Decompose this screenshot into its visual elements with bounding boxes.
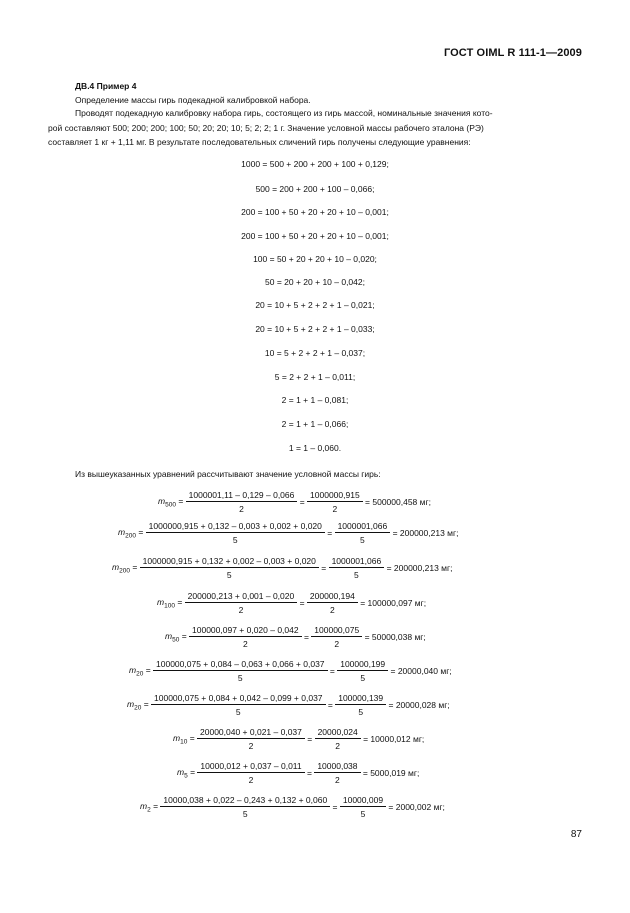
numerator: 20000,040 + 0,021 – 0,037: [197, 727, 305, 739]
denominator: 5: [360, 535, 365, 545]
fraction-simplified: [307, 490, 363, 514]
fraction: [197, 761, 304, 785]
fraction-simplified: [329, 556, 385, 580]
fraction: [197, 727, 305, 751]
denominator: 2: [248, 741, 254, 751]
results-intro: Из вышеуказанных уравнений рассчитывают значение условной массы гирь:: [75, 469, 381, 479]
paragraph-2-line-3: составляет 1 кг + 1,11 мг. В результате последовательных сличений гирь получены следующие уравнения:: [48, 137, 471, 147]
section-title: ДВ.4 Пример 4: [75, 81, 137, 91]
equals-sign: =: [324, 528, 335, 538]
fraction: [189, 625, 302, 649]
mass-formula: [158, 490, 431, 514]
equation: 50 = 20 + 20 + 10 – 0,042;: [265, 277, 365, 287]
mass-symbol: $m_{100}$ =: [157, 596, 185, 610]
equals-sign: =: [301, 632, 312, 642]
equals-sign: =: [330, 802, 340, 812]
mass-symbol: $m_{500}$ =: [158, 495, 186, 509]
result-value: = 2000,002 мг;: [386, 802, 445, 812]
numerator: 10000,012 + 0,037 – 0,011: [197, 761, 304, 773]
equation: 10 = 5 + 2 + 2 + 1 – 0,037;: [264, 348, 366, 358]
equation: 2 = 1 + 1 – 0,081;: [281, 395, 349, 405]
paragraph-2-line-1: Проводят подекадную калибровку набора гирь, состоящего из гирь массой, номинальные значения кото-: [75, 108, 493, 118]
equals-sign: =: [297, 497, 308, 507]
numerator: 1000000,915 + 0,132 – 0,003 + 0,002 + 0,020: [146, 521, 325, 533]
fraction: [146, 521, 325, 545]
numerator: 200000,213 + 0,001 – 0,020: [185, 591, 298, 603]
numerator: 200000,194: [307, 591, 358, 603]
fraction: [186, 490, 298, 514]
mass-formula: [112, 556, 452, 580]
mass-formula: [140, 795, 445, 819]
paragraph-2-line-2: рой составляют 500; 200; 200; 100; 50; 20; 20; 10; 5; 2; 2; 1 г. Значение условной массы рабочего эталона (РЭ): [48, 123, 484, 133]
equation: 100 = 50 + 20 + 20 + 10 – 0,020;: [253, 254, 377, 264]
equation: 5 = 2 + 2 + 1 – 0,011;: [274, 372, 356, 382]
fraction: [151, 693, 326, 717]
fraction: [185, 591, 298, 615]
equation: 200 = 100 + 50 + 20 + 20 + 10 – 0,001;: [241, 231, 389, 241]
denominator: 2: [335, 775, 340, 785]
result-value: = 5000,019 мг;: [360, 768, 420, 778]
equation: 1 = 1 – 0,060.: [288, 443, 342, 453]
numerator: 100000,097 + 0,020 – 0,042: [189, 625, 302, 637]
mass-formula: [157, 591, 426, 615]
denominator: 2: [248, 775, 254, 785]
numerator: 100000,075 + 0,084 – 0,063 + 0,066 + 0,037: [153, 659, 328, 671]
denominator: 5: [226, 570, 232, 580]
fraction-simplified: [335, 521, 391, 545]
result-value: = 20000,028 мг;: [386, 700, 450, 710]
equation: 20 = 10 + 5 + 2 + 2 + 1 – 0,021;: [255, 300, 375, 310]
numerator: 1000001,11 – 0,129 – 0,066: [186, 490, 298, 502]
page-number: 87: [570, 829, 582, 840]
fraction: [153, 659, 328, 683]
mass-symbol: $m_{20}$ =: [127, 698, 152, 712]
fraction-simplified: [335, 693, 386, 717]
mass-symbol: $m_5$ =: [177, 766, 198, 780]
fraction-simplified: [314, 761, 360, 785]
numerator: 1000001,066: [329, 556, 385, 568]
fraction-simplified: [315, 727, 361, 751]
denominator: 5: [242, 809, 248, 819]
equation: 500 = 200 + 200 + 100 – 0,066;: [255, 184, 375, 194]
equation: 1000 = 500 + 200 + 200 + 100 + 0,129;: [241, 159, 389, 169]
mass-formula: [173, 727, 424, 751]
denominator: 2: [239, 504, 244, 514]
denominator: 5: [235, 707, 241, 717]
equals-sign: =: [297, 598, 307, 608]
equals-sign: =: [327, 666, 338, 676]
numerator: 10000,038: [314, 761, 360, 773]
result-value: = 500000,458 мг;: [362, 497, 431, 507]
fraction-simplified: [307, 591, 358, 615]
numerator: 1000000,915 + 0,132 + 0,002 – 0,003 + 0,020: [140, 556, 319, 568]
denominator: 5: [354, 570, 359, 580]
denominator: 5: [237, 673, 243, 683]
numerator: 20000,024: [315, 727, 361, 739]
result-value: = 20000,040 мг;: [388, 666, 452, 676]
numerator: 1000000,915: [307, 490, 363, 502]
denominator: 2: [242, 639, 248, 649]
denominator: 5: [232, 535, 238, 545]
denominator: 2: [330, 605, 335, 615]
mass-symbol: $m_{10}$ =: [173, 732, 198, 746]
mass-formula: [118, 521, 458, 545]
mass-formula: [177, 761, 419, 785]
equals-sign: =: [318, 563, 329, 573]
numerator: 100000,139: [335, 693, 386, 705]
paragraph-1: Определение массы гирь подекадной калибровкой набора.: [75, 95, 311, 105]
denominator: 2: [332, 504, 338, 514]
numerator: 10000,009: [340, 795, 386, 807]
mass-formula: [165, 625, 426, 649]
numerator: 100000,075: [311, 625, 362, 637]
equals-sign: =: [325, 700, 336, 710]
equation: 2 = 1 + 1 – 0,066;: [281, 419, 349, 429]
fraction: [160, 795, 330, 819]
numerator: 10000,038 + 0,022 – 0,243 + 0,132 + 0,060: [160, 795, 330, 807]
mass-symbol: $m_{20}$ =: [129, 664, 154, 678]
equation: 200 = 100 + 50 + 20 + 20 + 10 – 0,001;: [241, 207, 389, 217]
mass-symbol: $m_{200}$ =: [112, 561, 140, 575]
denominator: 2: [334, 639, 340, 649]
numerator: 100000,075 + 0,084 + 0,042 – 0,099 + 0,037: [151, 693, 326, 705]
mass-symbol: $m_{200}$ =: [118, 526, 146, 540]
equation: 20 = 10 + 5 + 2 + 2 + 1 – 0,033;: [255, 324, 375, 334]
numerator: 1000001,066: [335, 521, 391, 533]
fraction: [140, 556, 319, 580]
result-value: = 50000,038 мг;: [362, 632, 426, 642]
fraction-simplified: [311, 625, 362, 649]
equals-sign: =: [304, 768, 315, 778]
mass-symbol: $m_{50}$ =: [165, 630, 190, 644]
fraction-simplified: [340, 795, 386, 819]
denominator: 2: [335, 741, 341, 751]
denominator: 5: [358, 707, 364, 717]
mass-formula: [127, 693, 450, 717]
numerator: 100000,199: [337, 659, 388, 671]
denominator: 5: [360, 809, 366, 819]
result-value: = 200000,213 мг;: [390, 528, 459, 538]
result-value: = 100000,097 мг;: [357, 598, 427, 608]
denominator: 5: [360, 673, 366, 683]
result-value: = 200000,213 мг;: [384, 563, 453, 573]
mass-formula: [129, 659, 452, 683]
document-header: ГОСТ OIML R 111-1—2009: [443, 47, 582, 59]
result-value: = 10000,012 мг;: [360, 734, 425, 744]
denominator: 2: [238, 605, 244, 615]
fraction-simplified: [337, 659, 388, 683]
equals-sign: =: [304, 734, 315, 744]
mass-symbol: $m_2$ =: [140, 800, 161, 814]
